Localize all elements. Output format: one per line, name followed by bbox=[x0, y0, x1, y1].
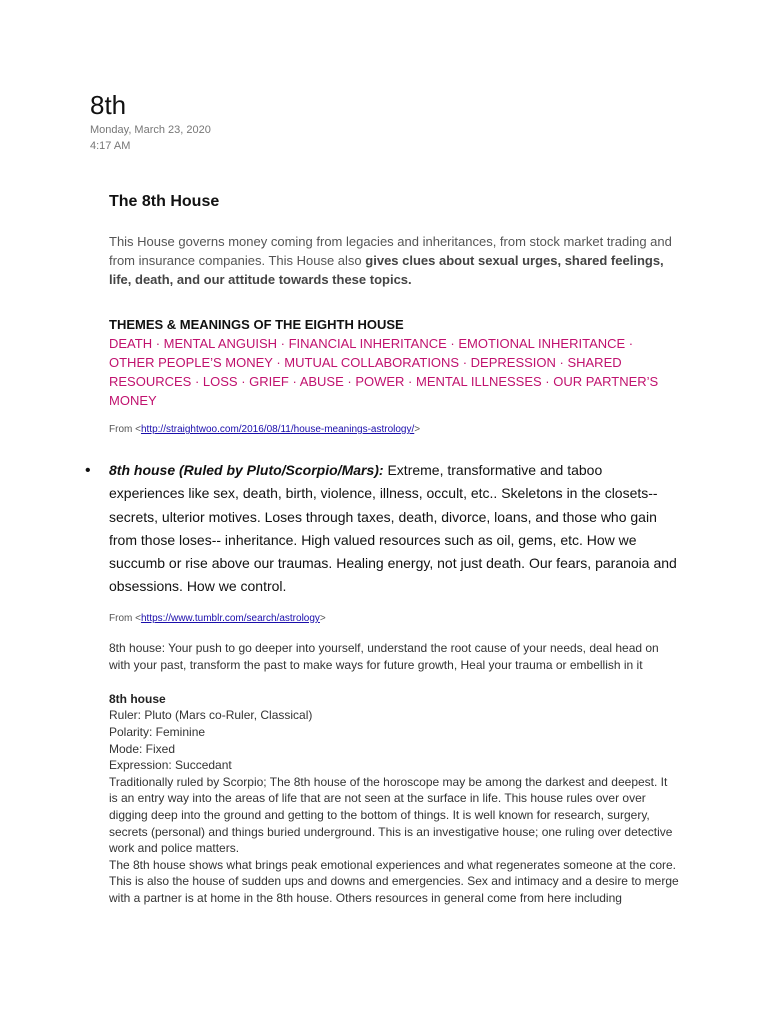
intro-paragraph bbox=[109, 232, 679, 289]
source-line bbox=[109, 424, 679, 435]
push-paragraph: 8th house: Your push to go deeper into yourself, understand the root cause of your needs, deal head on with your past, transform the past to make ways for future growth, Heal your trauma or embellish in it bbox=[109, 640, 659, 672]
themes-list: DEATH · MENTAL ANGUISH · FINANCIAL INHERITANCE · EMOTIONAL INHERITANCE · OTHER PEOPLE’S MONEY · MUTUAL COLLABORATIONS · DEPRESSION · SHARED RESOURCES · LOSS · GRIEF · ABUSE · POWER · MENTAL ILLNESSES · OUR PARTNER’S MONEY bbox=[109, 336, 659, 408]
source-link[interactable]: https://www.tumblr.com/search/astrology bbox=[140, 612, 320, 624]
note-body[interactable] bbox=[85, 193, 679, 907]
bullet-item bbox=[85, 459, 679, 599]
mode-line: Mode: Fixed bbox=[109, 741, 176, 756]
source-prefix: From < bbox=[109, 612, 141, 624]
note-title[interactable]: 8th bbox=[90, 90, 127, 120]
note-time: 4:17 AM bbox=[90, 140, 131, 152]
bullet-text: Extreme, transformative and taboo experiences like sex, death, birth, violence, illness, occult, etc.. Skeletons in the closets-- secrets, ulterior motives. Loses through taxes, death, divorce, loans, and those who gain from those loses-- inheritance. High valued resources such as oil, gems, etc. How we succumb or rise above our traumas. Healing energy, not just death. Our fears, paranoia and obsessions. How we control. bbox=[109, 462, 677, 595]
house-paragraph-1: Traditionally ruled by Scorpio; The 8th house of the horoscope may be among the darkest and deepest. It is an entry way into the areas of life that are not seen at the surface in life. This house rules over over digging deep into the ground and getting to the bottom of things. It is well known for research, surgery, secrets (personal) and things buried underground. This is an investigative house; one ruling over detective work and police matters. bbox=[109, 774, 673, 856]
intro-bold-text: gives clues about sexual urges, shared feelings, life, death, and our attitude towards these topics. bbox=[109, 253, 664, 287]
bullet-icon: • bbox=[85, 462, 91, 479]
source-suffix: > bbox=[414, 424, 421, 435]
source-prefix: From < bbox=[109, 424, 141, 435]
ruler-line: Ruler: Pluto (Mars co-Ruler, Classical) bbox=[109, 708, 313, 723]
section-heading: The 8th House bbox=[109, 193, 220, 210]
bullet-heading: 8th house (Ruled by Pluto/Scorpio/Mars): bbox=[109, 462, 384, 478]
house-info-heading: 8th house bbox=[109, 691, 166, 706]
house-info-block bbox=[109, 691, 679, 907]
source-suffix: > bbox=[319, 612, 326, 624]
note-date: Monday, March 23, 2020 bbox=[90, 124, 211, 136]
expression-line: Expression: Succedant bbox=[109, 758, 232, 773]
polarity-line: Polarity: Feminine bbox=[109, 724, 206, 739]
house-paragraph-2: The 8th house shows what brings peak emotional experiences and what regenerates someone at the core. This is also the house of sudden ups and downs and emergencies. Sex and intimacy and a desire to merge with a partner is at home in the 8th house. Others resources in general come from here including bbox=[109, 857, 679, 905]
themes-heading: THEMES & MEANINGS OF THE EIGHTH HOUSE bbox=[109, 317, 404, 332]
source-link[interactable]: http://straightwoo.com/2016/08/11/house-meanings-astrology/ bbox=[140, 424, 415, 435]
intro-text: This House governs money coming from legacies and inheritances, from stock market trading and from insurance companies. This House also bbox=[109, 234, 672, 268]
source-line bbox=[109, 613, 679, 624]
